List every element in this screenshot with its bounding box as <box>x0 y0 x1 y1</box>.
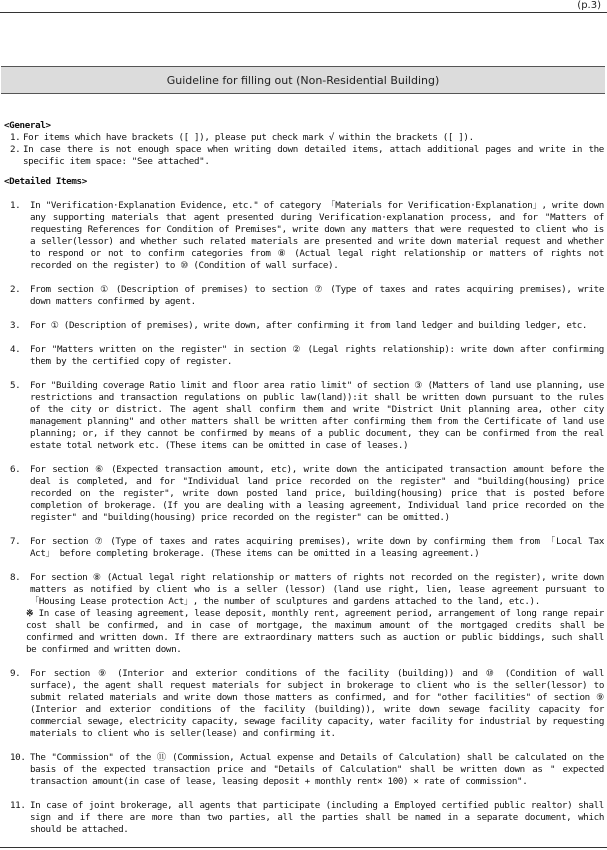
item-text: From section ① (Description of premises) to section ⑦ (Type of taxes and rates acquiring premises), write down matters confirmed by agent. <box>30 284 604 307</box>
note <box>26 608 604 656</box>
detailed-item <box>4 380 604 452</box>
detailed-item <box>4 284 604 308</box>
item-text: For section ⑧ (Actual legal right relationship or matters of rights not recorded on the register), write down matters as notified by client who is a seller (lessor) (land use right, lien, lease agreement pursuant to 「Housing Lease protection Act」, the number of sculptures and gardens attached to the land, etc.). <box>30 572 604 607</box>
general-heading: <General> <box>4 120 51 131</box>
item-number: 5. <box>10 380 21 391</box>
item-number: 2. <box>10 144 21 155</box>
detailed-item <box>4 536 604 560</box>
item-number: 3. <box>10 320 21 331</box>
general-item <box>4 132 604 144</box>
item-number: 1. <box>10 200 21 211</box>
detailed-items-heading: <Detailed Items> <box>4 176 87 187</box>
detailed-item <box>4 800 604 836</box>
item-text: The "Commission" of the ⑪ (Commission, Actual expense and Details of Calculation) shall be calculated on the basis of the expected transaction price and "Details of Calculation" shall be written down as " expected transaction amount(in case of lease, leasing deposit + monthly rent× 100) × rate of commission". <box>30 752 604 787</box>
item-number: 11. <box>10 800 26 811</box>
note-text: In case of leasing agreement, lease deposit, monthly rent, agreement period, arrangement of long range repair cost shall be confirmed, and in case of mortgage, the maximum amount of the mortgaged credits shall be confirmed and written down. If there are extraordinary matters such as auction or public biddings, such shall be confirmed and written down. <box>26 608 604 655</box>
item-text: For "Matters written on the register" in section ② (Legal rights relationship): write down after confirming them by the certified copy of register. <box>30 344 604 367</box>
item-number: 7. <box>10 536 21 547</box>
item-number: 1. <box>10 132 21 143</box>
item-number: 6. <box>10 464 21 475</box>
guideline-content <box>4 120 604 848</box>
item-text: For items which have brackets ([ ]), please put check mark √ within the brackets ([ ]). <box>23 132 474 143</box>
item-text: For "Building coverage Ratio limit and floor area ratio limit" of section ③ (Matters of land use planning, use restrictions and transaction regulations on public law(land)):it shall be written down pursuant to the rules of the city or district. The agent shall confirm them and write "District Unit planning area, other city management planning" and other matters shall be written after confirming them from the Certificate of land use planning; or, if they cannot be confirmed by means of a public document, they can be confirmed from the real estate total network etc. (These items can be omitted in case of leases.) <box>30 380 604 451</box>
detailed-item <box>4 344 604 368</box>
item-text: For ① (Description of premises), write down, after confirming it from land ledger and building ledger, etc. <box>30 320 588 331</box>
document-title-bar <box>1 66 605 94</box>
detailed-item <box>4 668 604 740</box>
bottom-divider <box>0 847 607 848</box>
item-text: In "Verification·Explanation Evidence, etc." of category 「Materials for Verification·Explanation」, write down any supporting materials that agent presented during Verification·explanation process, and for "Matters of requesting References for Condition of Premises", write down any matters that were requested to client who is a seller(lessor) and whether such related materials are presented and write down material request and whether to respond or not to confirm categories from ⑧ (Actual legal right relationship or matters of rights not recorded on the register) to ⑩ (Condition of wall surface). <box>30 200 604 271</box>
general-item <box>4 144 604 168</box>
item-text: In case of joint brokerage, all agents that participate (including a Employed certified public realtor) shall sign and if there are more than two parties, all the parties shall be named in a separate document, which should be attached. <box>30 800 604 835</box>
note-mark-icon: ※ <box>26 608 34 619</box>
item-text: For section ⑨ (Interior and exterior conditions of the facility (building)) and ⑩ (Condition of wall surface), the agent shall request materials for subject in brokerage to client who is the seller(lessor) to submit related materials and write down those matters as confirmed, and for "other facilities" of section ⑨ (Interior and exterior conditions of the facility (building)), write down sewage facility capacity for commercial sewage, electricity capacity, sewage facility capacity, water facility for industrial by requesting materials to client who is seller(lease) and confirming it. <box>30 668 604 739</box>
item-number: 10. <box>10 752 26 763</box>
item-text: In case there is not enough space when writing down detailed items, attach additional pages and write in the specific item space: "See attached". <box>23 144 604 167</box>
detailed-item <box>4 200 604 272</box>
item-number: 4. <box>10 344 21 355</box>
detailed-item <box>4 320 604 332</box>
item-number: 9. <box>10 668 21 679</box>
detailed-item <box>4 464 604 524</box>
top-divider <box>0 12 607 13</box>
page-number: (p.3) <box>577 0 601 11</box>
item-number: 8. <box>10 572 21 583</box>
document-title: Guideline for filling out (Non-Residential Building) <box>166 73 440 87</box>
detailed-item <box>4 752 604 788</box>
item-text: For section ⑦ (Type of taxes and rates acquiring premises), write down by confirming them from 「Local Tax Act」 before completing brokerage. (These items can be omitted in a leasing agreement.) <box>30 536 604 559</box>
detailed-item <box>4 572 604 656</box>
item-text: For section ⑥ (Expected transaction amount, etc), write down the anticipated transaction amount before the deal is completed, and for "Individual land price recorded on the register" and "building(housing) price recorded on the register", write down posted land price, building(housing) price that is posted before completion of brokerage. (If you are dealing with a leasing agreement, Individual land price recorded on the register" and "building(housing) price recorded on the register" can be omitted.) <box>30 464 604 523</box>
item-number: 2. <box>10 284 21 295</box>
